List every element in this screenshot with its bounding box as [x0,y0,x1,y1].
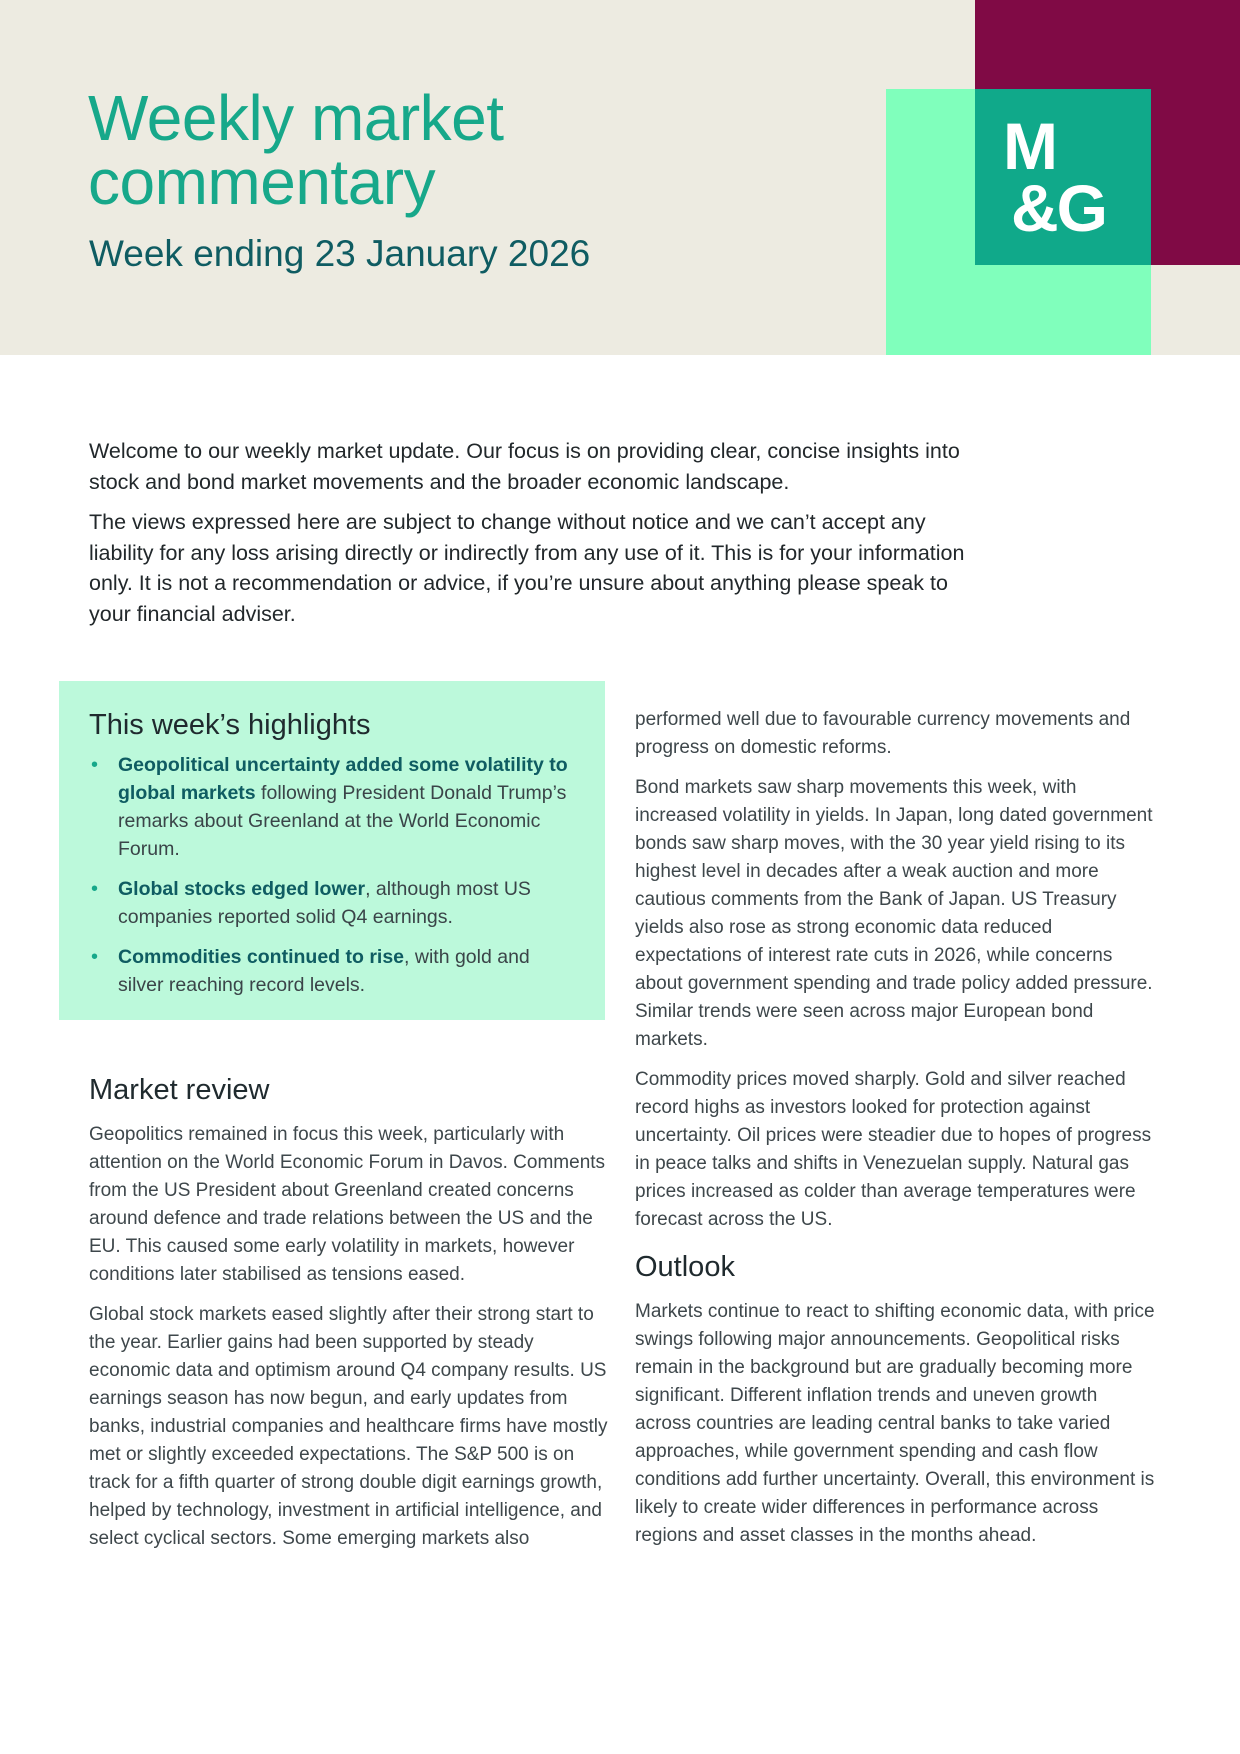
highlight-text: , with gold and silver reaching record levels. [118,946,530,996]
intro-section [89,436,969,639]
market-review-paragraph-2: Global stock markets eased slightly after their strong start to the year. Earlier gains had been supported by steady economic data and optimism around Q4 company results. US earnings season has now begun, and early updates from banks, industrial companies and healthcare firms have mostly met or slightly exceeded expectations. The S&P 500 is on track for a fifth quarter of strong double digit earnings growth, helped by technology, investment in artificial intelligence, and select cyclical sectors. Some emerging markets also [89,1304,608,1549]
market-review-paragraph-3: Bond markets saw sharp movements this week, with increased volatility in yields. In Japan, long dated government bonds saw sharp moves, with the 30 year yield rising to its highest level in decades after a weak auction and more cautious comments from the Bank of Japan. US Treasury yields also rose as strong economic data reduced expectations of interest rate cuts in 2026, while concerns about government spending and trade policy added pressure. Similar trends were seen across major European bond markets. [635,777,1153,1050]
right-column [635,706,1155,1562]
page-title [88,82,504,218]
market-review-paragraph-4: Commodity prices moved sharply. Gold and silver reached record highs as investors looked for protection against uncertainty. Oil prices were steadier due to hopes of progress in peace talks and shifts in Venezuelan supply. Natural gas prices increased as colder than average temperatures were forecast across the US. [635,1069,1152,1230]
market-review-section [89,1069,609,1565]
highlight-strong: Geopolitical uncertainty added some volatility to global markets [118,754,568,804]
highlights-list [89,751,579,1011]
market-review-paragraph-1: Geopolitics remained in focus this week, particularly with attention on the World Economic Forum in Davos. Comments from the US President about Greenland created concerns around defence and trade relations between the US and the EU. This caused some early volatility in markets, however conditions later stabilised as tensions eased. [89,1124,606,1285]
outlook-paragraph: Markets continue to react to shifting economic data, with price swings following major announcements. Geopolitical risks remain in the background but are gradually becoming more significant. Different inflation trends and uneven growth across countries are leading central banks to take varied approaches, while government spending and cash flow conditions add further uncertainty. Overall, this environment is likely to create wider differences in performance across regions and asset classes in the months ahead. [635,1301,1155,1546]
highlight-text: following President Donald Trump’s remarks about Greenland at the World Economic Forum. [118,782,567,860]
highlights-title: This week’s highlights [89,709,371,741]
list-item [89,943,579,999]
highlight-strong: Global stocks edged lower [118,878,366,900]
title-line-2: commentary [88,146,436,218]
list-item [89,875,579,931]
highlights-box [59,681,605,1020]
bullet-icon: • [91,946,99,968]
bullet-icon: • [91,878,99,900]
title-line-1: Weekly market [88,82,504,154]
outlook-title: Outlook [635,1251,735,1283]
highlight-strong: Commodities continued to rise [118,946,405,968]
logo-text-m: M [1003,109,1058,183]
intro-paragraph: Welcome to our weekly market update. Our focus is on providing clear, concise insights into stock and bond market movements and the broader economic landscape. [89,439,960,494]
disclaimer-paragraph: The views expressed here are subject to change without notice and we can’t accept any liability for any loss arising directly or indirectly from any use of it. This is for your information only. It is not a recommendation or advice, if you’re unsure about anything please speak to your financial adviser. [89,510,965,626]
highlight-text: , although most US companies reported solid Q4 earnings. [118,878,531,928]
brand-logo [975,89,1151,265]
logo-text-g: &G [1011,171,1106,245]
bullet-icon: • [91,754,99,776]
list-item [89,751,579,863]
page-subtitle: Week ending 23 January 2026 [89,233,591,274]
market-review-paragraph-2-continued: performed well due to favourable currency movements and progress on domestic reforms. [635,709,1131,758]
market-review-title: Market review [89,1074,270,1106]
